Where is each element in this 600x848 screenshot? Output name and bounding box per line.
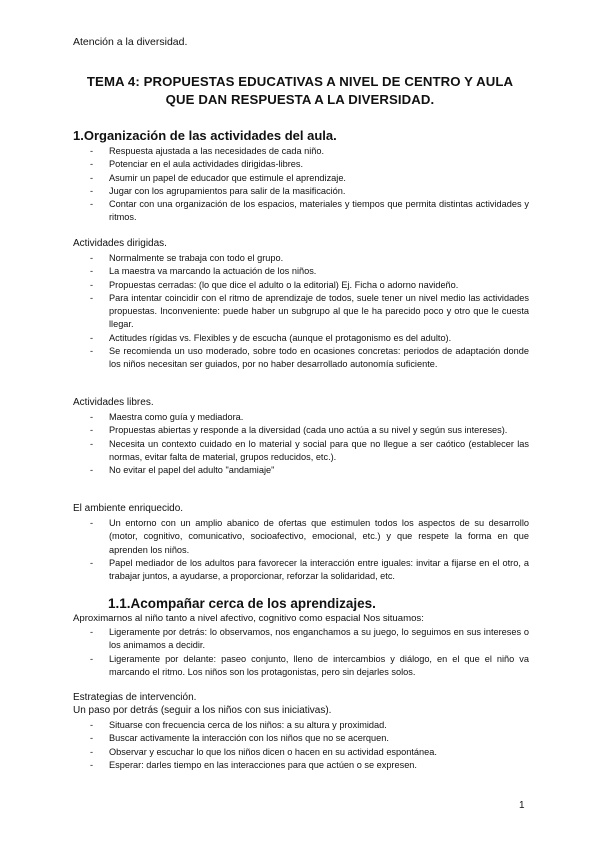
list-item: - Esperar: darles tiempo en las interacciones para que actúen o se expresen. [73,759,529,772]
section-1-1-intro: Aproximarnos al niño tanto a nivel afectivo, cognitivo como espacial Nos situamos: [73,613,424,624]
ambiente-label: El ambiente enriquecido. [73,503,184,514]
list-item: - Papel mediador de los adultos para favorecer la interacción entre iguales: invitar a fijarse en el otro, a trabajar juntos, a ayudarse, a proporcionar, reforzar la solidaridad, etc. [73,557,529,584]
list-item: - Contar con una organización de los espacios, materiales y tiempos que permita distintas actividades y ritmos. [73,198,529,225]
list-item: - Observar y escuchar lo que los niños dicen o hacen en su actividad espontánea. [73,746,529,759]
list-item: - Maestra como guía y mediadora. [73,411,529,424]
list-item: - Para intentar coincidir con el ritmo de aprendizaje de todos, suele tener un nivel medio las actividades propuestas. Inconveniente: puede haber un subgrupo al que le ha parecido poco y otro que le cuesta llegar. [73,292,529,332]
list-item: - Necesita un contexto cuidado en lo material y social para que no llegue a ser caótico (establecer las normas, evitar falta de material, grupos reducidos, etc.). [73,438,529,465]
title-line-2: QUE DAN RESPUESTA A LA DIVERSIDAD. [165,92,435,107]
libres-list [73,411,529,477]
dirigidas-label: Actividades dirigidas. [73,238,167,249]
list-item: - Jugar con los agrupamientos para salir de la masificación. [73,185,529,198]
estrategias-label: Estrategias de intervención. [73,692,197,703]
dirigidas-list [73,252,529,372]
section-1-heading: 1.Organización de las actividades del aula. [73,128,337,143]
section-1-1-heading: 1.1.Acompañar cerca de los aprendizajes. [108,596,376,611]
libres-label: Actividades libres. [73,397,154,408]
list-item: - Situarse con frecuencia cerca de los niños: a su altura y proximidad. [73,719,529,732]
list-item: - Actitudes rígidas vs. Flexibles y de escucha (aunque el protagonismo es del adulto). [73,332,529,345]
list-item: - No evitar el papel del adulto "andamiaje" [73,464,529,477]
list-item: - La maestra va marcando la actuación de los niños. [73,265,529,278]
title-line-1: TEMA 4: PROPUESTAS EDUCATIVAS A NIVEL DE CENTRO Y AULA [86,74,514,89]
list-item: - Potenciar en el aula actividades dirigidas-libres. [73,158,529,171]
ambiente-list [73,517,529,583]
list-item: - Respuesta ajustada a las necesidades de cada niño. [73,145,529,158]
page-header: Atención a la diversidad. [73,36,188,48]
list-item: - Asumir un papel de educador que estimule el aprendizaje. [73,172,529,185]
section-1-1-list [73,626,529,679]
section-1-list [73,145,529,225]
list-item: - Un entorno con un amplio abanico de ofertas que estimulen todos los aspectos de su desarrollo (motor, cognitivo, comunicativo, socioafectivo, emocional, etc.) y que respete la forma en que aprenden los niños. [73,517,529,557]
list-item: - Propuestas abiertas y responde a la diversidad (cada uno actúa a su nivel y según sus intereses). [73,424,529,437]
page-number: 1 [519,800,525,811]
list-item: - Propuestas cerradas: (lo que dice el adulto o la editorial) Ej. Ficha o adorno navideño. [73,279,529,292]
list-item: - Buscar activamente la interacción con los niños que no se acerquen. [73,732,529,745]
estrategias-sublabel: Un paso por detrás (seguir a los niños con sus iniciativas). [73,705,332,716]
list-item: - Ligeramente por detrás: lo observamos, nos enganchamos a su juego, lo seguimos en sus intereses o los animamos a decidir. [73,626,529,653]
list-item: - Normalmente se trabaja con todo el grupo. [73,252,529,265]
document-title [70,73,530,109]
estrategias-list [73,719,529,772]
list-item: - Ligeramente por delante: paseo conjunto, lleno de intercambios y diálogo, en el que el niño va marcando el ritmo. Los niños son los protagonistas, pero sin dejarles solos. [73,653,529,680]
list-item: - Se recomienda un uso moderado, sobre todo en ocasiones concretas: periodos de adaptación donde los niños necesitan ser guiados, por no haber desarrollado autonomía suficiente. [73,345,529,372]
